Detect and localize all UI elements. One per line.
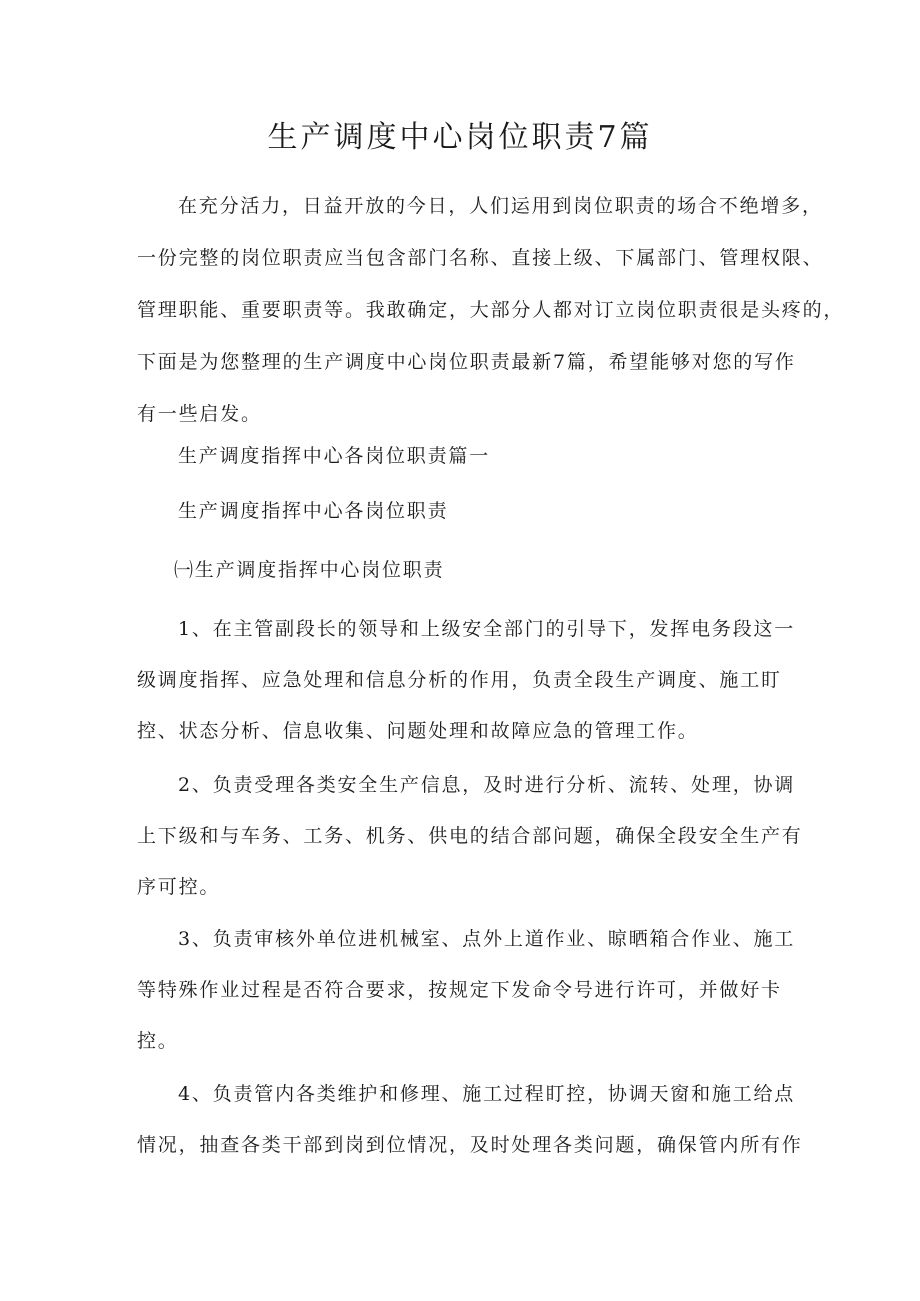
section-heading-part-one bbox=[178, 430, 490, 482]
intro-line: 在充分活力，日益开放的今日，人们运用到岗位职责的场合不绝增多， bbox=[178, 195, 823, 217]
duty-line: 4、负责管内各类维护和修理、施工过程盯控，协调天窗和施工给点 bbox=[178, 1083, 796, 1105]
duty-line: 情况，抽查各类干部到岗到位情况，及时处理各类问题，确保管内所有作 bbox=[137, 1134, 803, 1156]
duty-item-3 bbox=[137, 914, 795, 1067]
duty-line: 序可控。 bbox=[137, 876, 221, 898]
intro-line: 一份完整的岗位职责应当包含部门名称、直接上级、下属部门、管理权限、 bbox=[137, 247, 824, 269]
heading-text: ㈠生产调度指挥中心岗位职责 bbox=[174, 559, 445, 581]
intro-line: 管理职能、重要职责等。我敢确定，大部分人都对订立岗位职责很是头疼的， bbox=[137, 299, 845, 321]
subsection-heading-center-duties bbox=[174, 544, 444, 596]
duty-line: 等特殊作业过程是否符合要求，按规定下发命令号进行许可，并做好卡 bbox=[137, 979, 782, 1001]
intro-paragraph bbox=[137, 180, 844, 440]
duty-line: 1、在主管副段长的领导和上级安全部门的引导下，发挥电务段这一 bbox=[178, 618, 796, 640]
duty-item-1 bbox=[137, 604, 795, 757]
heading-text: 生产调度指挥中心各岗位职责篇一 bbox=[178, 445, 491, 467]
heading-text: 生产调度指挥中心各岗位职责 bbox=[178, 500, 449, 522]
duty-line: 级调度指挥、应急处理和信息分析的作用，负责全段生产调度、施工盯 bbox=[137, 669, 782, 691]
document-title: 生产调度中心岗位职责7篇 bbox=[267, 120, 653, 155]
duty-item-2 bbox=[137, 760, 803, 913]
duty-line: 上下级和与车务、工务、机务、供电的结合部问题，确保全段安全生产有 bbox=[137, 825, 803, 847]
section-heading-duties bbox=[178, 485, 448, 537]
intro-line: 有一些启发。 bbox=[137, 403, 262, 425]
duty-line: 控。 bbox=[137, 1030, 179, 1052]
duty-line: 控、状态分析、信息收集、问题处理和故障应急的管理工作。 bbox=[137, 720, 699, 742]
intro-line: 下面是为您整理的生产调度中心岗位职责最新7篇，希望能够对您的写作 bbox=[137, 351, 796, 373]
duty-item-4 bbox=[137, 1069, 803, 1171]
duty-line: 3、负责审核外单位进机械室、点外上道作业、晾晒箱合作业、施工 bbox=[178, 928, 796, 950]
duty-line: 2、负责受理各类安全生产信息，及时进行分析、流转、处理，协调 bbox=[178, 774, 796, 796]
